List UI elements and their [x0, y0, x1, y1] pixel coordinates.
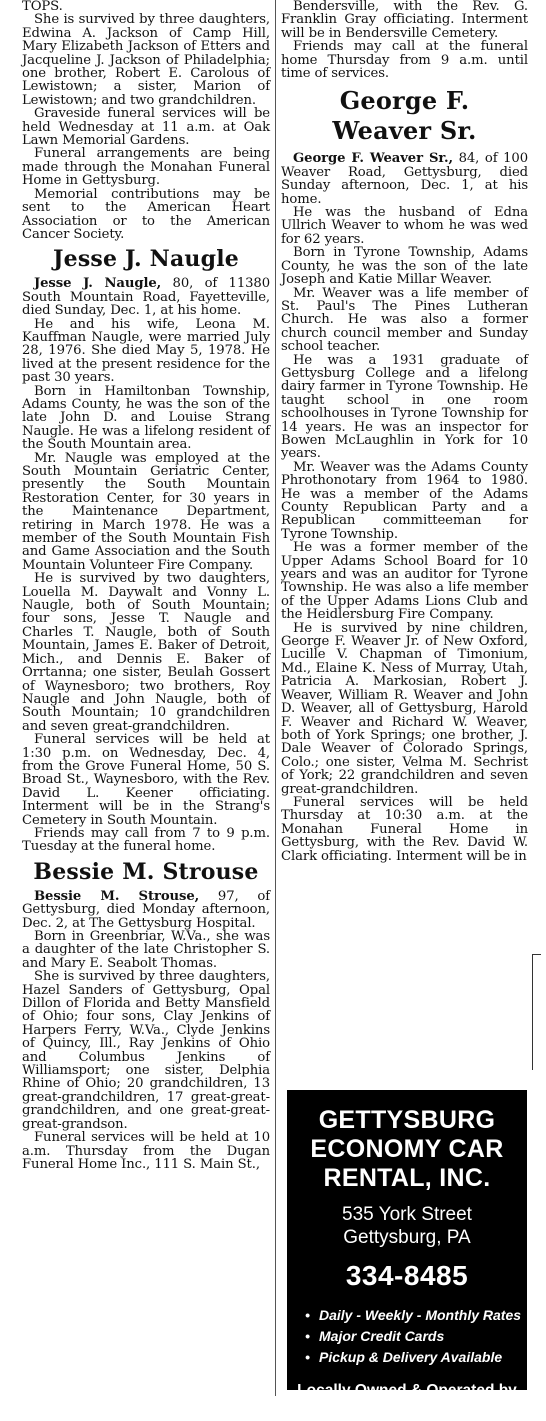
strouse-heading: Bessie M. Strouse: [33, 858, 259, 885]
weaver-paragraph: Mr. Weaver was the Adams County Phrothonotary from 1964 to 1980. He was a member of the Adams County Republican Party and a Republican committeeman for Tyrone Township.: [281, 459, 528, 542]
ad-feature-text: Major Credit Cards: [319, 1328, 445, 1344]
weaver-heading-line1: George F.: [339, 86, 470, 116]
ad-street-address: 535 York Street: [342, 1204, 472, 1225]
continued-text: TOPS.: [22, 0, 63, 14]
strouse-lead-name: Bessie M. Strouse,: [34, 888, 200, 904]
ad-title-line: ECONOMY CAR: [310, 1135, 504, 1163]
ad-phone-number: 334-8485: [345, 1260, 469, 1291]
bullet-icon: •: [305, 1349, 310, 1365]
naugle-lead-text: 80, of 11380 South Mountain Road, Fayetteville, died Sunday, Dec. 1, at his home.: [22, 276, 270, 319]
graveside-paragraph: Graveside funeral services will be held Wednesday at 11 a.m. at Oak Lawn Memorial Gardens.: [22, 106, 270, 149]
ad-ownership-names: Randy Phiel & Steve Hemler: [303, 1402, 511, 1419]
arrangements-paragraph: Funeral arrangements are being made through the Monahan Funeral Home in Gettysburg.: [22, 146, 270, 189]
ad-title-line: RENTAL, INC.: [323, 1164, 491, 1192]
naugle-lead-name: Jesse J. Naugle,: [34, 276, 162, 292]
weaver-paragraph: Born in Tyrone Township, Adams County, he was the son of the late Joseph and Katie Millar Weaver.: [281, 245, 528, 288]
naugle-paragraph: Mr. Naugle was employed at the South Mountain Geriatric Center, presently the South Mountain Restoration Center, for 30 years in the Maintenance Department, retiring in March 1978. He was a member of the South Mountain Fish and Game Association and the South Mountain Volunteer Fire Company.: [22, 450, 270, 573]
right-column: [281, 0, 528, 863]
naugle-paragraph: He and his wife, Leona M. Kauffman Naugle, were married July 28, 1976. She died May 5, 1978. He lived at the present residence for the past 30 years.: [22, 316, 270, 386]
weaver-heading: [281, 86, 528, 146]
naugle-lead: [22, 277, 270, 317]
bullet-icon: •: [305, 1307, 310, 1323]
naugle-paragraph: Born in Hamiltonban Township, Adams County, he was the son of the late John D. and Louise Strang Naugle. He was a lifelong resident of the South Mountain area.: [22, 383, 270, 453]
naugle-heading: Jesse J. Naugle: [53, 246, 239, 273]
ad-city: Gettysburg, PA: [343, 1227, 471, 1248]
ad-border-bracket: [532, 954, 541, 1070]
naugle-paragraph: He is survived by two daughters, Louella M. Daywalt and Vonny L. Naugle, both of South Mountain; four sons, Jesse T. Naugle and Charles T. Naugle, both of South Mountain, James E. Baker of Detroit, Mich., and Dennis E. Baker of Orrtanna; one sister, Beulah Gossert of Waynesboro; two brothers, Roy Naugle and John Naugle, both of South Mountain; 10 grandchildren and seven great-grandchildren.: [22, 571, 270, 734]
strouse-paragraph: Funeral services will be held at 10 a.m. Thursday from the Dugan Funeral Home Inc., 111 S. Main St.,: [22, 1130, 270, 1172]
weaver-lead-name: George F. Weaver Sr.,: [293, 151, 453, 167]
weaver-paragraph: Mr. Weaver was a life member of St. Paul's The Pines Lutheran Church. He was also a former church council member and Sunday school teacher.: [281, 285, 528, 355]
weaver-paragraph: He is survived by nine children, George F. Weaver Jr. of New Oxford, Lucille V. Chapman of Timonium, Md., Elaine K. Ness of Murray, Utah, Patricia A. Markosian, Robert J. Weaver, William R. Weaver and John D. Weaver, all of Gettysburg, Harold F. Weaver and Richard W. Weaver, both of York Springs; one brother, J. Dale Weaver of Colorado Springs, Colo.; one sister, Velma M. Sechrist of York; 22 grandchildren and seven great-grandchildren.: [281, 620, 528, 797]
weaver-paragraph: He was a former member of the Upper Adams School Board for 10 years and was an auditor for Tyrone Township. He was also a life member of the Upper Adams Lions Club and the Heidlersburg Fire Company.: [281, 540, 528, 623]
ad-feature-item: [305, 1347, 527, 1368]
ad-feature-list: [287, 1305, 527, 1368]
column-divider: [275, 0, 276, 1396]
strouse-lead-text: 97, of Gettysburg, died Monday afternoon, Dec. 2, at The Gettysburg Hospital.: [22, 888, 270, 931]
weaver-lead-text: 84, of 100 Weaver Road, Gettysburg, died Sunday afternoon, Dec. 1, at his home.: [281, 151, 528, 207]
ad-feature-text: Pickup & Delivery Available: [319, 1349, 503, 1365]
weaver-lead: [281, 152, 528, 206]
visitation-paragraph: Friends may call at the funeral home Thursday from 9 a.m. until time of services.: [281, 39, 528, 82]
ad-title-line: GETTYSBURG: [318, 1106, 496, 1134]
car-rental-advertisement: [287, 1090, 527, 1419]
naugle-paragraph: Friends may call from 7 to 9 p.m. Tuesday at the funeral home.: [22, 825, 270, 855]
strouse-paragraph: Born in Greenbriar, W.Va., she was a daughter of the late Christopher S. and Mary E. Seabolt Thomas.: [22, 929, 270, 971]
weaver-paragraph: He was a 1931 graduate of Gettysburg College and a lifelong dairy farmer in Tyrone Township. He taught school in one room schoolhouses in Tyrone Township for 14 years. He was an inspector for Bowen McLaughlin in York for 10 years.: [281, 352, 528, 462]
weaver-heading-line2: Weaver Sr.: [332, 116, 477, 146]
memorial-paragraph: Memorial contributions may be sent to the American Heart Association or to the American Cancer Society.: [22, 186, 270, 242]
bullet-icon: •: [305, 1328, 310, 1344]
ad-feature-item: [305, 1305, 527, 1326]
left-column: [22, 0, 270, 1171]
survivors-paragraph: She is survived by three daughters, Edwina A. Jackson of Camp Hill, Mary Elizabeth Jackson of Etters and Jacqueline J. Jackson of Philadelphia; one brother, Robert E. Carolous of Lewistown; a sister, Marion of Lewistown; and two grandchildren.: [22, 12, 270, 108]
continued-paragraph: Bendersville, with the Rev. G. Franklin Gray officiating. Interment will be in Bendersville Cemetery.: [281, 0, 528, 41]
ad-ownership-line: Locally Owned & Operated by: [297, 1382, 517, 1399]
ad-feature-item: [305, 1326, 527, 1347]
naugle-paragraph: Funeral services will be held at 1:30 p.m. on Wednesday, Dec. 4, from the Grove Funeral Home, 50 S. Broad St., Waynesboro, with the Rev. David L. Keener officiating. Interment will be in the Strang's Cemetery in South Mountain.: [22, 732, 270, 828]
weaver-paragraph: Funeral services will be held Thursday at 10:30 a.m. at the Monahan Funeral Home in Gettysburg, with the Rev. David W. Clark officiating. Interment will be in: [281, 794, 528, 864]
weaver-paragraph: He was the husband of Edna Ullrich Weaver to whom he was wed for 62 years.: [281, 205, 528, 247]
ad-feature-text: Daily - Weekly - Monthly Rates: [319, 1307, 522, 1323]
strouse-lead: [22, 890, 270, 930]
strouse-paragraph: She is survived by three daughters, Hazel Sanders of Gettysburg, Opal Dillon of Florida and Betty Mansfield of Ohio; four sons, Clay Jenkins of Harpers Ferry, W.Va., Clyde Jenkins of Quincy, Ill., Ray Jenkins of Ohio and Columbus Jenkins of Williamsport; one sister, Delphia Rhine of Ohio; 20 grandchildren, 13 great-grandchildren, 17 great-great-grandchildren, and one great-great-great-grandson.: [22, 969, 270, 1132]
